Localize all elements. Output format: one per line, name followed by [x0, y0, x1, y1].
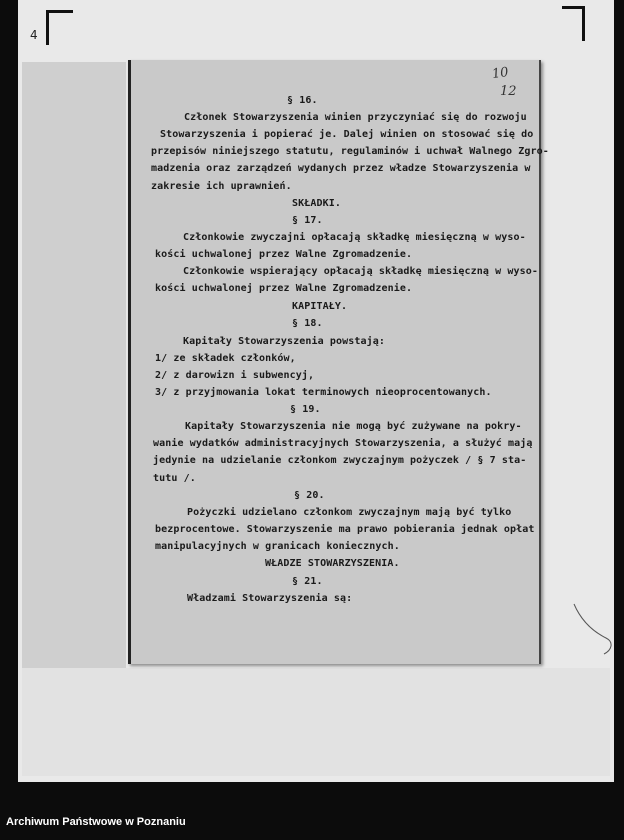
- section-18-list-item: 1/ ze składek członków,: [155, 353, 296, 364]
- archive-watermark: Archiwum Państwowe w Poznaniu: [6, 816, 186, 828]
- section-17-line: Członkowie zwyczajni opłacają składkę miesięczną w wyso-: [183, 232, 526, 243]
- corner-crop-mark-right: [562, 6, 585, 41]
- section-17-line: kości uchwalonej przez Walne Zgromadzenie.: [155, 283, 413, 294]
- heading-kapitaly: KAPITAŁY.: [292, 301, 348, 312]
- section-16-line: Stowarzyszenia i popierać je. Dalej winien on stosować się do: [160, 129, 534, 140]
- section-17-line: Członkowie wspierający opłacają składkę miesięczną w wyso-: [183, 266, 538, 277]
- section-18-line: Kapitały Stowarzyszenia powstają:: [183, 336, 385, 347]
- section-17-heading: § 17.: [292, 215, 323, 226]
- section-18-list-item: 2/ z darowizn i subwencyj,: [155, 370, 315, 381]
- section-19-heading: § 19.: [290, 404, 321, 415]
- section-20-heading: § 20.: [294, 490, 325, 501]
- section-18-heading: § 18.: [292, 318, 323, 329]
- handwritten-page-number-lower: 12: [500, 84, 517, 99]
- section-21-heading: § 21.: [292, 576, 323, 587]
- section-19-line: wanie wydatków administracyjnych Stowarzyszenia, a służyć mają: [153, 438, 533, 449]
- section-16-heading: § 16.: [287, 95, 318, 106]
- heading-skladki: SKŁADKI.: [292, 198, 341, 209]
- handwritten-page-number-upper: 10: [491, 64, 510, 83]
- corner-crop-mark-left: [46, 10, 73, 45]
- margin-pencil-mark: [570, 600, 620, 660]
- section-20-line: manipulacyjnych w granicach koniecznych.: [155, 541, 400, 552]
- section-18-list-item: 3/ z przyjmowania lokat terminowych nieoprocentowanych.: [155, 387, 492, 398]
- section-20-line: bezprocentowe. Stowarzyszenie ma prawo pobierania jednak opłat: [155, 524, 535, 535]
- section-16-line: zakresie ich uprawnień.: [151, 181, 292, 192]
- bottom-margin-strip: [22, 668, 610, 776]
- section-19-line: tutu /.: [153, 473, 196, 484]
- section-19-line: Kapitały Stowarzyszenia nie mogą być zużywane na pokry-: [185, 421, 522, 432]
- section-16-line: Członek Stowarzyszenia winien przyczyniać się do rozwoju: [184, 112, 527, 123]
- section-16-line: przepisów niniejszego statutu, regulaminów i uchwał Walnego Zgro-: [151, 146, 549, 157]
- edge-page-mark: 4: [30, 28, 38, 42]
- section-20-line: Pożyczki udzielano członkom zwyczajnym mają być tylko: [187, 507, 512, 518]
- section-17-line: kości uchwalonej przez Walne Zgromadzenie.: [155, 249, 413, 260]
- section-16-line: madzenia oraz zarządzeń wydanych przez władze Stowarzyszenia w: [151, 163, 531, 174]
- left-margin-strip: [22, 62, 126, 670]
- section-19-line: jedynie na udzielanie członkom zwyczajnym pożyczek / § 7 sta-: [153, 455, 527, 466]
- heading-wladze: WŁADZE STOWARZYSZENIA.: [265, 558, 400, 569]
- section-21-line: Władzami Stowarzyszenia są:: [187, 593, 353, 604]
